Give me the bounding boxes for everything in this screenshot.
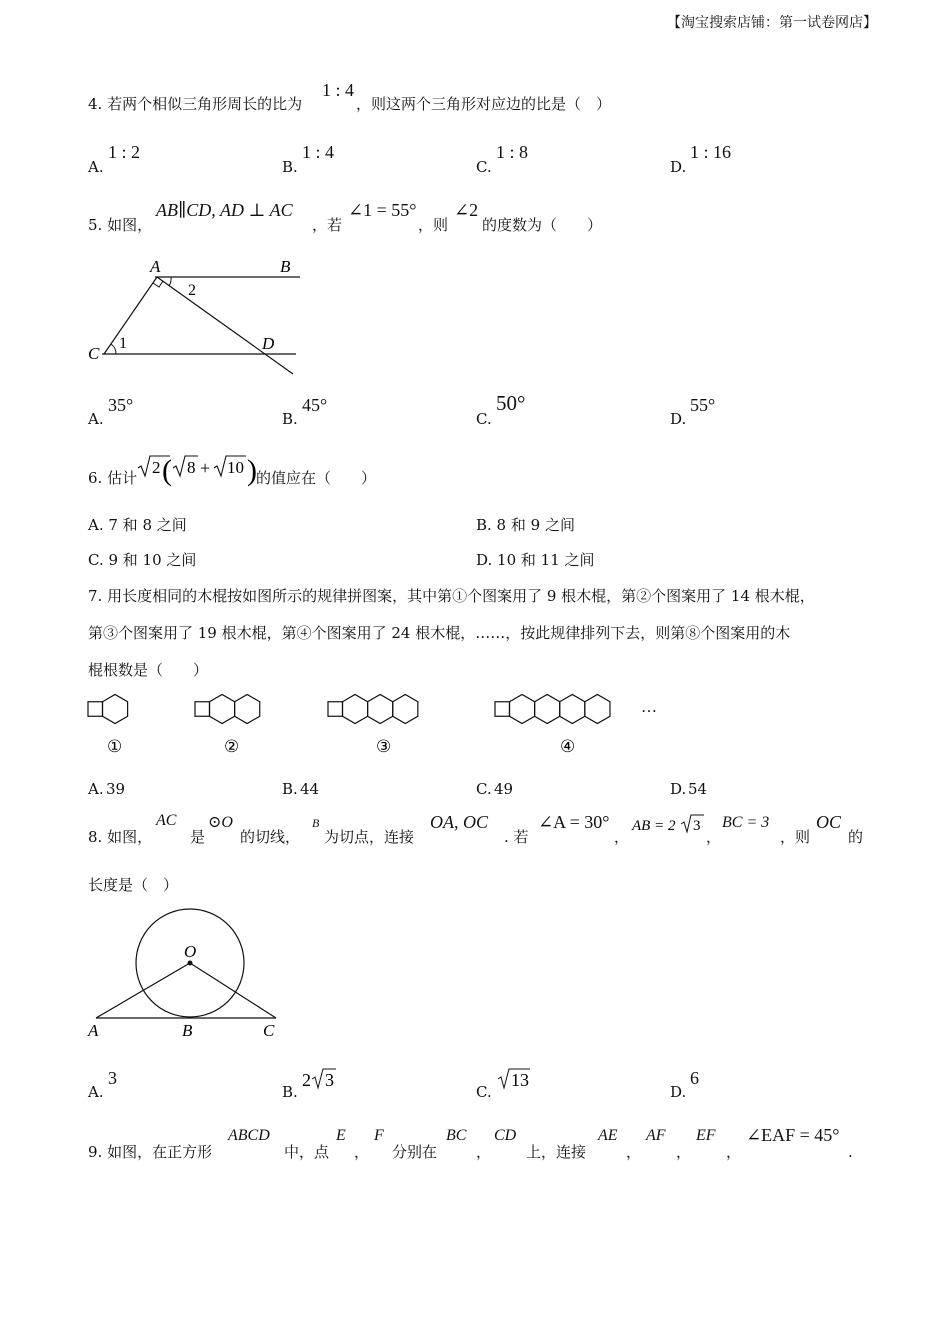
q7-line-3: 棍根数是（ ） [88, 661, 209, 679]
q8-option-b-value: 2 [302, 1070, 311, 1090]
q8-text-8: ，则 [780, 828, 811, 846]
shop-header: 【淘宝搜索店铺：第一试卷网店】 [667, 15, 877, 31]
q9-text-1: 9. 如图，在正方形 [88, 1143, 213, 1161]
q7-label-2: ② [224, 737, 240, 756]
q7-option-b-label: B. [282, 780, 298, 798]
q9-text-3: ， [354, 1143, 370, 1161]
q7-hexagon [560, 695, 585, 724]
q8-text-4: 为切点，连接 [324, 828, 415, 846]
q7-hexagon [210, 695, 235, 724]
q7-square [495, 702, 510, 717]
q8-ab: AB = 2 [632, 818, 676, 834]
q4-option-c-label: C. [476, 158, 492, 176]
q5-option-a-value: 35° [108, 395, 134, 415]
q8-option-a-value: 3 [108, 1068, 117, 1088]
q5-option-c-value: 50° [496, 391, 526, 415]
q7-hexagon [535, 695, 560, 724]
q8-ab-expression [630, 812, 710, 842]
q8-option-b-label: B. [282, 1083, 298, 1101]
q6-stem-start: 6. 估计 [88, 469, 138, 487]
q7-line-2: 第③个图案用了 19 根木棍，第④个图案用了 24 根木棍，……，按此规律排列下去，则第⑧个图案用的木 [88, 624, 791, 642]
q7-hexagon [235, 695, 260, 724]
q8-text-6: ， [614, 828, 630, 846]
q7-option-a-label: A. [88, 780, 104, 798]
q4-stem-start: 4. 若两个相似三角形周长的比为 [88, 95, 303, 113]
q8-text-1: 8. 如图， [88, 828, 153, 846]
q5-option-d-value: 55° [690, 395, 716, 415]
q9-angle: ∠EAF = 45° [746, 1125, 840, 1145]
q5-option-b-value: 45° [302, 395, 328, 415]
q5-angle-2: ∠2 [454, 200, 479, 220]
q5-stem-if: ，若 [312, 216, 343, 234]
q8-ab-radicand: 3 [693, 818, 701, 834]
q7-option-d-value: 54 [688, 780, 708, 798]
q6-option-d: D. 10 和 11 之间 [476, 551, 595, 569]
q6-option-b: B. 8 和 9 之间 [476, 516, 575, 534]
q5-stem-then: ，则 [418, 216, 449, 234]
q4-option-b-label: B. [282, 158, 298, 176]
q4-option-c-value: 1 : 8 [496, 142, 529, 162]
q8-b: B [312, 816, 320, 830]
q5-label-a: A [150, 257, 161, 276]
q7-ellipsis: … [641, 699, 657, 716]
q8-label-o: O [184, 942, 197, 961]
q5-label-c: C [88, 344, 100, 363]
q5-figure [80, 250, 320, 380]
q6-right-paren: ) [247, 454, 257, 487]
q8-figure [84, 905, 304, 1045]
q4-option-d-value: 1 : 16 [690, 142, 732, 162]
q7-square [195, 702, 210, 717]
q5-option-b-label: B. [282, 410, 298, 428]
q9-text-5: ， [476, 1143, 492, 1161]
q9-text-10: . [848, 1143, 853, 1161]
q8-option-b-expression [302, 1066, 352, 1096]
q4-stem-end: ，则这两个三角形对应边的比是（ ） [356, 95, 612, 113]
q5-stem-end: 的度数为（ ） [482, 216, 603, 234]
q9-bc: BC [446, 1127, 467, 1144]
q9-text-8: ， [676, 1143, 692, 1161]
q8-option-c-radicand: 13 [511, 1070, 529, 1090]
q7-label-1: ① [107, 737, 123, 756]
q9-ae: AE [598, 1127, 618, 1144]
q5-stem-start: 5. 如图， [88, 216, 153, 234]
q8-angle-a: ∠A = 30° [538, 812, 610, 832]
q9-text-4: 分别在 [392, 1143, 438, 1161]
q8-option-b-radicand: 3 [325, 1070, 334, 1090]
q9-af: AF [646, 1127, 666, 1144]
q8-circle-o: ⊙O [208, 814, 233, 831]
q7-label-3: ③ [376, 737, 392, 756]
q8-text-7: ， [706, 828, 722, 846]
q8-line-2: 长度是（ ） [88, 876, 179, 894]
q8-option-c-label: C. [476, 1083, 492, 1101]
q9-f: F [374, 1127, 384, 1144]
q6-option-c: C. 9 和 10 之间 [88, 551, 197, 569]
q7-option-c-value: 49 [494, 780, 514, 798]
q5-option-a-label: A. [88, 410, 104, 428]
q8-text-9: 的 [848, 828, 864, 846]
q6-expression [136, 452, 256, 492]
q5-option-c-label: C. [476, 410, 492, 428]
q8-option-c-expression [496, 1066, 546, 1096]
q4-option-a-label: A. [88, 158, 104, 176]
q5-condition: AB∥CD, AD ⊥ AC [156, 200, 293, 220]
q9-text-2: 中，点 [284, 1143, 330, 1161]
q9-cd: CD [494, 1127, 517, 1144]
q8-text-3: 的切线， [240, 828, 301, 846]
q5-label-d: D [262, 334, 275, 353]
q7-option-b-value: 44 [300, 780, 320, 798]
q6-radicand-8: 8 [187, 458, 196, 477]
q5-angle-1: ∠1 = 55° [348, 200, 417, 220]
q4-option-b-value: 1 : 4 [302, 142, 335, 162]
q8-bc: BC = 3 [722, 814, 770, 831]
q5-label-1: 1 [119, 335, 127, 352]
q6-left-paren: ( [162, 454, 172, 487]
q4-ratio: 1 : 4 [322, 80, 355, 100]
q6-plus: + [200, 458, 211, 478]
q8-oc: OC [816, 812, 842, 832]
q8-option-a-label: A. [88, 1083, 104, 1101]
q9-abcd: ABCD [228, 1127, 270, 1144]
q6-option-a: A. 7 和 8 之间 [88, 516, 187, 534]
q6-radicand-2: 2 [152, 458, 161, 477]
q5-label-2: 2 [188, 282, 196, 299]
q9-e: E [336, 1127, 346, 1144]
q5-label-b: B [280, 257, 291, 276]
q7-option-c-label: C. [476, 780, 492, 798]
q8-label-b: B [182, 1021, 193, 1040]
q7-square [328, 702, 343, 717]
q7-hexagon [368, 695, 393, 724]
q7-pattern-figures [86, 690, 686, 760]
q8-option-d-label: D. [670, 1083, 687, 1101]
q8-label-c: C [263, 1021, 275, 1040]
q7-hexagon [393, 695, 418, 724]
q9-text-9: ， [726, 1143, 742, 1161]
q8-label-a: A [88, 1021, 99, 1040]
q6-stem-end: 的值应在（ ） [256, 469, 377, 487]
q8-option-d-value: 6 [690, 1068, 699, 1088]
q7-hexagon [343, 695, 368, 724]
q7-hexagon [585, 695, 610, 724]
q5-option-d-label: D. [670, 410, 687, 428]
q7-hexagon [510, 695, 535, 724]
q9-ef: EF [696, 1127, 716, 1144]
q4-option-d-label: D. [670, 158, 687, 176]
q7-hexagon [103, 695, 128, 724]
q8-text-5: . 若 [504, 828, 529, 846]
q8-oa-oc: OA, OC [430, 812, 488, 832]
q7-line-1: 7. 用长度相同的木棍按如图所示的规律拼图案，其中第①个图案用了 9 根木棍，第②个图案用了 14 根木棍， [88, 587, 815, 605]
q6-radicand-10: 10 [227, 458, 244, 477]
q7-option-d-label: D. [670, 780, 687, 798]
q7-square [88, 702, 103, 717]
q9-text-7: ， [626, 1143, 642, 1161]
q9-text-6: 上，连接 [526, 1143, 587, 1161]
q4-option-a-value: 1 : 2 [108, 142, 141, 162]
q8-ac: AC [156, 812, 177, 829]
q8-text-2: 是 [190, 828, 206, 846]
q7-label-4: ④ [560, 737, 576, 756]
q7-option-a-value: 39 [106, 780, 126, 798]
